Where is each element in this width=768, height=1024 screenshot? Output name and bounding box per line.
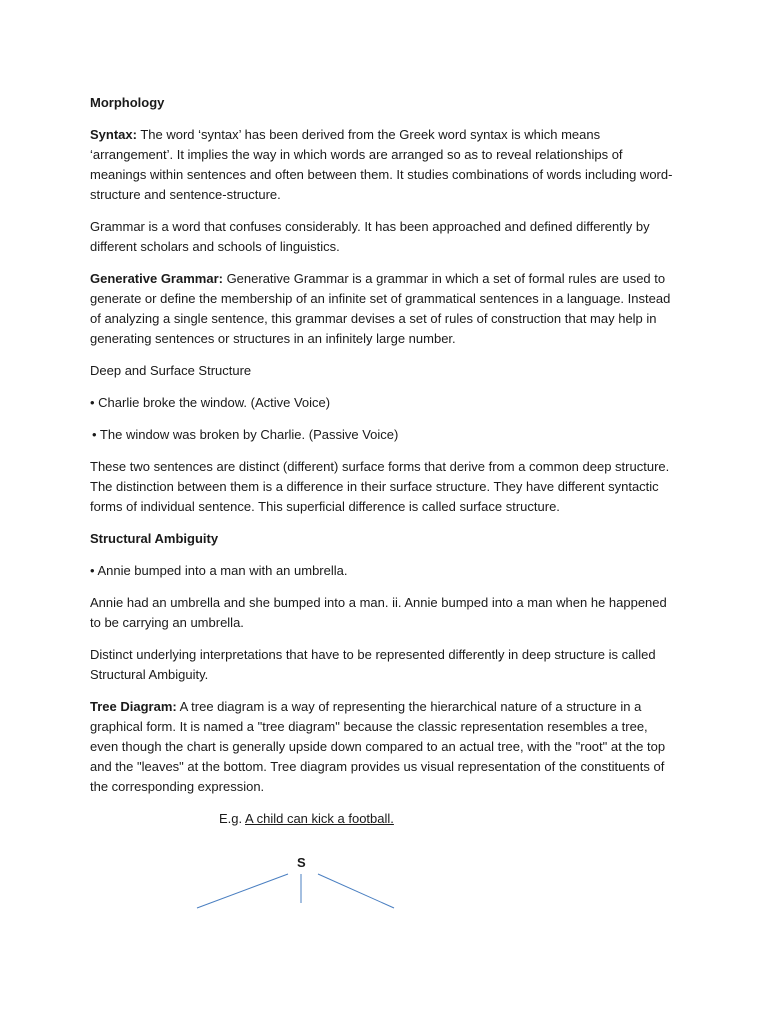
deep-surface-heading: Deep and Surface Structure [90, 363, 252, 378]
document-page [90, 93, 675, 829]
annie-paragraph: Annie had an umbrella and she bumped into a man. ii. Annie bumped into a man when he happened to be carrying an umbrella. [90, 595, 667, 630]
example-line [90, 809, 675, 829]
structural-ambiguity-heading: Structural Ambiguity [90, 531, 219, 546]
example-sentence: A child can kick a football. [245, 811, 394, 826]
tree-branch-right [318, 874, 394, 908]
syntax-label: Syntax: [90, 127, 137, 142]
syntax-text: The word ‘syntax’ has been derived from the Greek word syntax is which means ‘arrangement’. It implies the way in which words are arranged so as to reveal relationships of meanings within sentences and often between them. It studies combinations of words including word-structure and sentence-structure. [90, 127, 673, 202]
tree-diagram-text: A tree diagram is a way of representing the hierarchical nature of a structure in a graphical form. It is named a "tree diagram" because the classic representation resembles a tree, even though the chart is generally upside down compared to an actual tree, with the "root" at the top and the "leaves" at the bottom. Tree diagram provides us visual representation of the constituents of the corresponding expression. [90, 699, 666, 794]
generative-grammar-label: Generative Grammar: [90, 271, 223, 286]
generative-grammar-text: Generative Grammar is a grammar in which a set of formal rules are used to generate or define the membership of an infinite set of grammatical sentences in a language. Instead of analyzing a single sentence, this grammar devises a set of rules of construction that may help in generating sentences or structures in an infinitely large number. [90, 271, 671, 346]
surface-structure-paragraph: These two sentences are distinct (different) surface forms that derive from a common deep structure. The distinction between them is a difference in their surface structure. They have different syntactic forms of individual sentence. This superficial difference is called surface structure. [90, 459, 670, 514]
tree-root-label: S [297, 855, 306, 870]
syntax-paragraph [90, 125, 675, 205]
grammar-paragraph: Grammar is a word that confuses considerably. It has been approached and defined differently by different scholars and schools of linguistics. [90, 219, 650, 254]
document-title: Morphology [90, 95, 165, 110]
tree-diagram-paragraph [90, 697, 675, 797]
generative-grammar-paragraph [90, 269, 675, 349]
tree-branch-left [197, 874, 288, 908]
distinct-interpretations-paragraph: Distinct underlying interpretations that have to be represented differently in deep structure is called Structural Ambiguity. [90, 647, 656, 682]
bullet-active-voice: • Charlie broke the window. (Active Voice) [90, 395, 331, 410]
example-prefix: E.g. [219, 811, 246, 826]
tree-diagram-label: Tree Diagram: [90, 699, 177, 714]
bullet-umbrella: • Annie bumped into a man with an umbrella. [90, 563, 348, 578]
bullet-passive-voice: • The window was broken by Charlie. (Passive Voice) [92, 427, 399, 442]
